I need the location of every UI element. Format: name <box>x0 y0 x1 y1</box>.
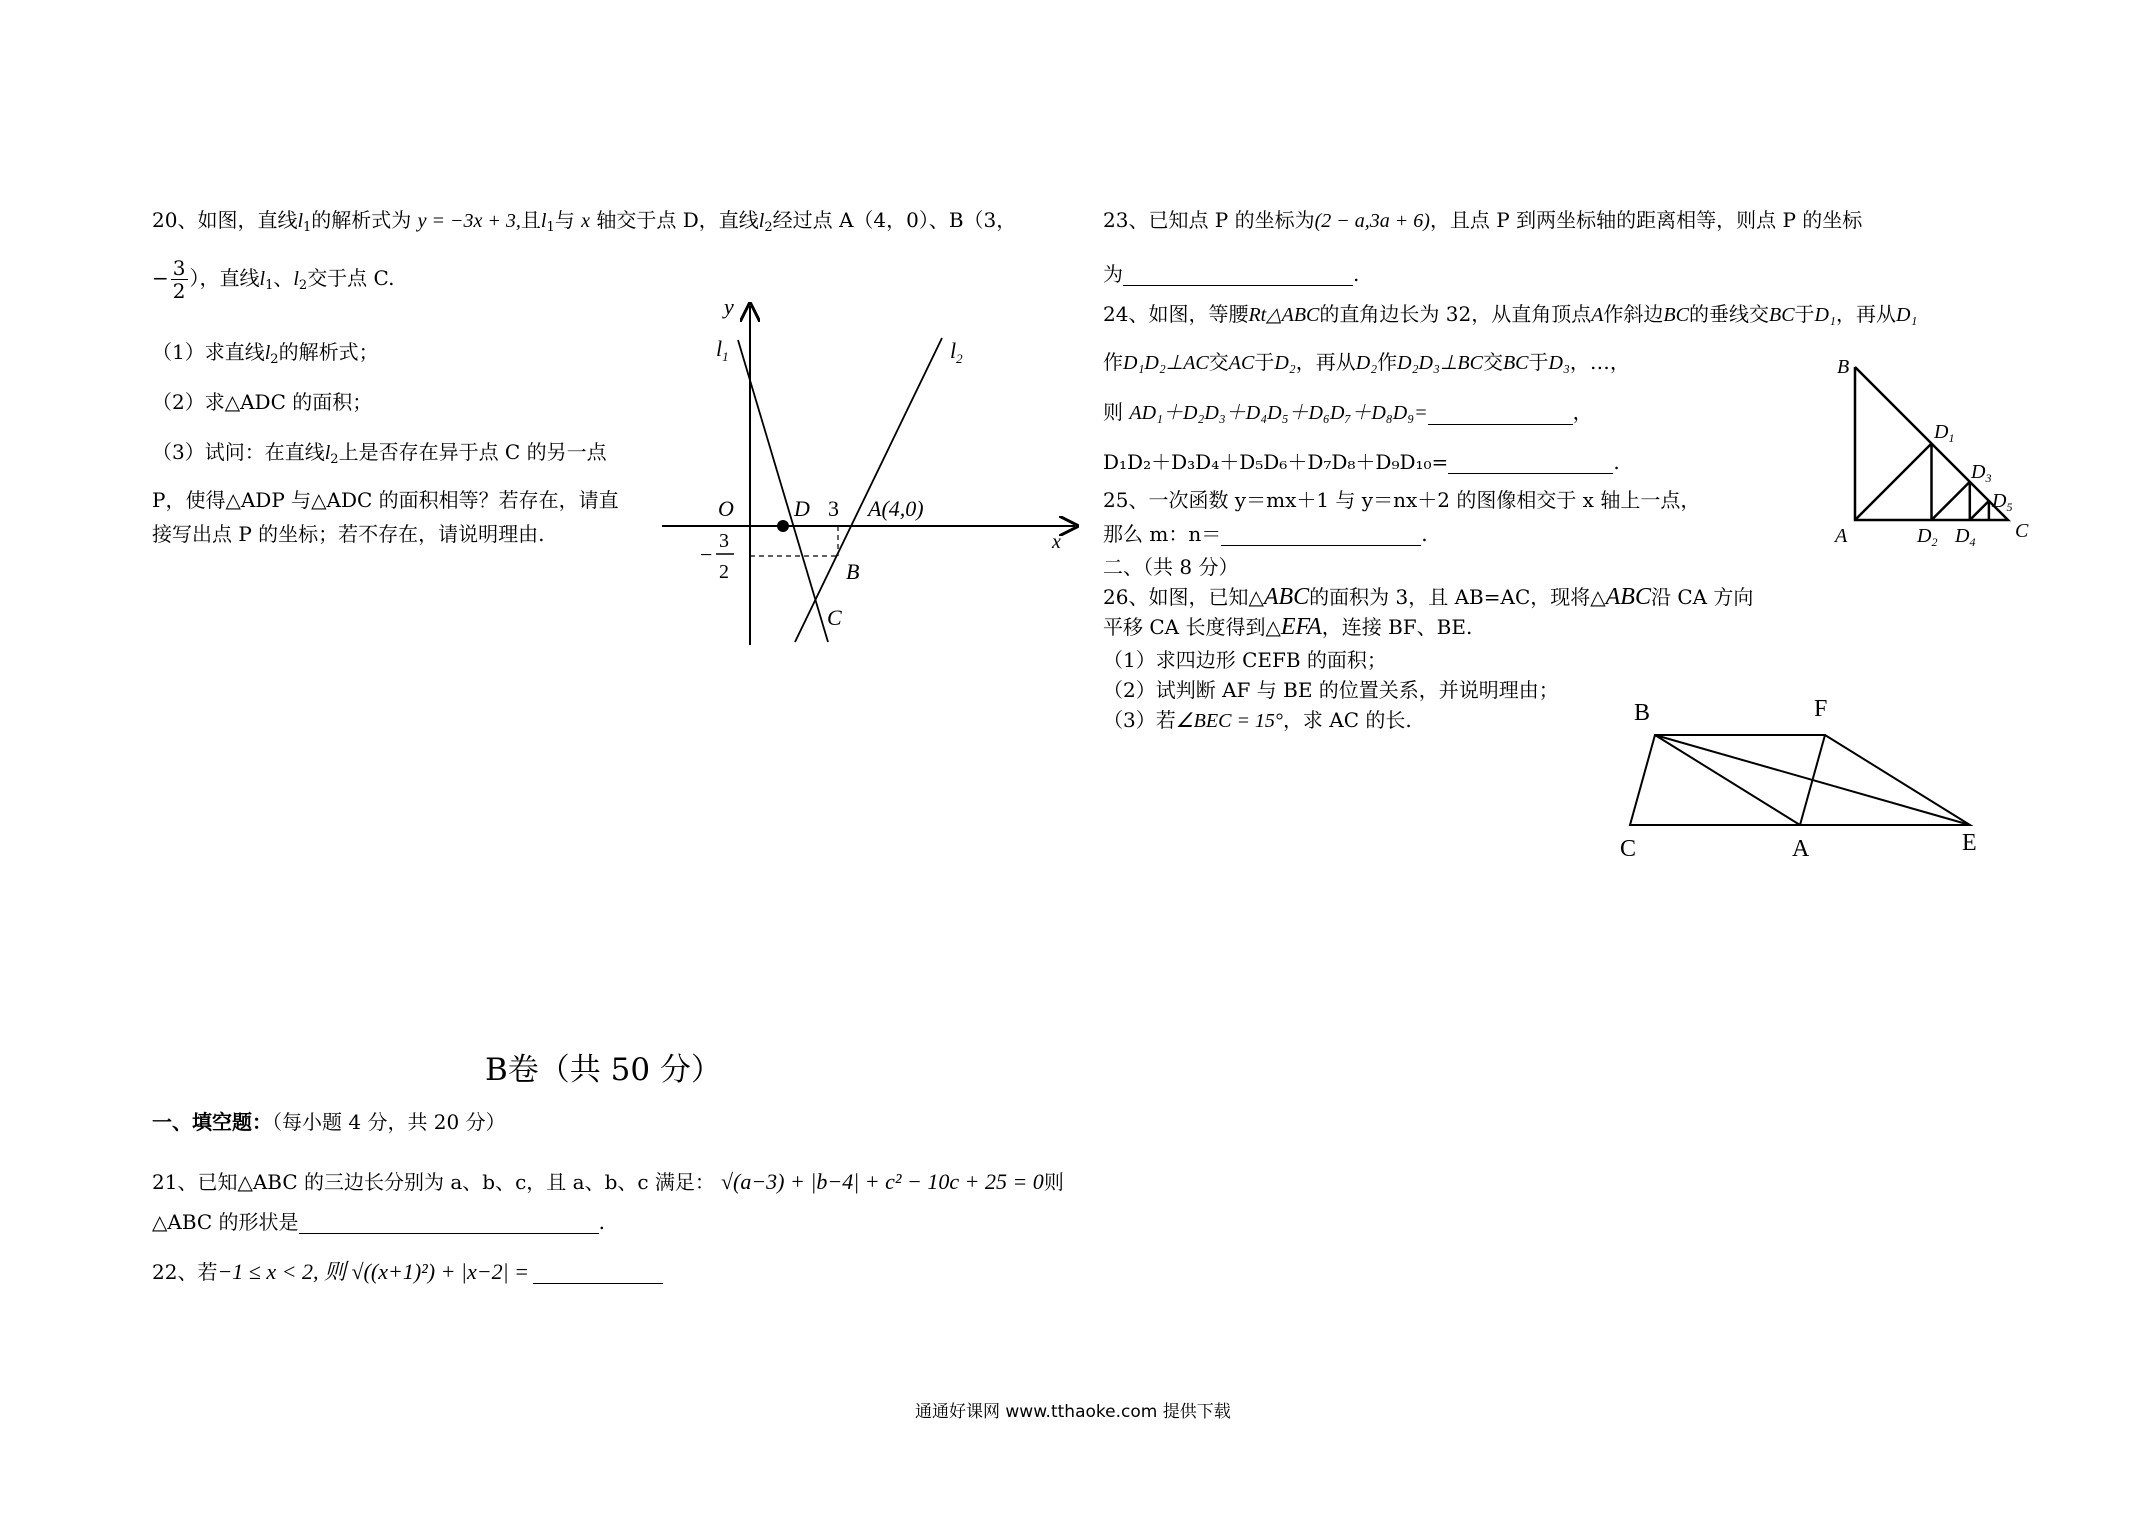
q20-line1: 20、如图，直线$l_1$的解析式为 y = −3x + 3,且$l_1$与 x 轴交于点 D，直线$l_2$经过点 A（4，0）、B（3， <box>152 208 1017 235</box>
q24-triangle-figure <box>1825 355 2040 555</box>
q20-sub3-end: 接写出点 P 的坐标；若不存在，请说明理由. <box>152 522 545 546</box>
q26-sub3: （3）若∠BEC = 15°，求 AC 的长. <box>1103 708 1412 732</box>
fig26-label-e: E <box>1962 830 1977 856</box>
page-footer: 通通好课网 www.tthaoke.com 提供下载 <box>915 1402 1231 1422</box>
q22-formula: −1 ≤ x < 2, 则 √((x+1)²) + |x−2| = <box>217 1259 529 1284</box>
q24-sum1-blank[interactable] <box>1428 404 1573 425</box>
fig24-label-b: B <box>1837 356 1850 378</box>
q21-line1: 21、已知△ABC 的三边长分别为 a、b、c，且 a、b、c 满足： √(a−3) + |b−4| + c² − 10c + 25 = 0则 <box>152 1169 1064 1194</box>
q25-answer-blank[interactable] <box>1221 525 1421 546</box>
fig24-label-d1: $D_1$ <box>1934 421 1955 445</box>
q26-parallelogram-figure <box>1610 690 1990 865</box>
q24-sum1: 则 AD₁＋D₂D₃＋D₄D₅＋D₆D₇＋D₈D₉= ， <box>1103 400 1593 424</box>
q21-line2: △ABC 的形状是 . <box>152 1210 605 1234</box>
q24-line1: 24、如图，等腰Rt△ABC的直角边长为 32，从直角顶点A作斜边BC的垂线交BC于D₁，再从D₁ <box>1103 302 1918 326</box>
segment-d4d5 <box>1970 501 1989 520</box>
q26-line1: 26、如图，已知△ABC的面积为 3，且 AB=AC，现将△ABC沿 CA 方向 <box>1103 584 1754 610</box>
q20-sub3-cont: P，使得△ADP 与△ADC 的面积相等？若存在，请直 <box>152 488 619 512</box>
l1-label: $l_1$ <box>716 336 729 364</box>
neg-fraction-minus: − <box>700 542 713 567</box>
q20-sub3: （3）试问：在直线$l_2$上是否存在异于点 C 的另一点 <box>152 440 607 467</box>
origin-label: O <box>718 496 734 521</box>
fig24-label-c: C <box>2015 520 2029 542</box>
q22-answer-blank[interactable] <box>533 1263 663 1284</box>
segment-fa <box>1800 735 1825 825</box>
part1-heading: 一、填空题：（每小题 4 分，共 20 分） <box>152 1110 506 1134</box>
fig24-label-d4: $D_4$ <box>1955 525 1976 549</box>
segment-d2d3 <box>1932 482 1970 520</box>
point-c-label: C <box>827 605 842 630</box>
segment-ba <box>1655 735 1800 825</box>
fig26-label-b: B <box>1634 700 1651 726</box>
q20-sub1: （1）求直线$l_2$的解析式； <box>152 340 379 367</box>
q25-line2: 那么 m：n＝ . <box>1103 522 1428 546</box>
q26-sub2: （2）试判断 AF 与 BE 的位置关系，并说明理由； <box>1103 678 1559 702</box>
point-a-label: A(4,0) <box>868 496 924 521</box>
fig24-label-d5: $D_5$ <box>1992 490 2013 514</box>
fig24-label-d3: $D_3$ <box>1971 461 1992 485</box>
neg-fraction-num: 3 <box>719 530 729 552</box>
point-b-label: B <box>846 559 860 584</box>
q26-sub1: （1）求四边形 CEFB 的面积； <box>1103 648 1387 672</box>
q21-formula: √(a−3) + |b−4| + c² − 10c + 25 = 0 <box>720 1169 1044 1194</box>
x-axis-label: x <box>1052 531 1061 553</box>
q24-line2: 作D₁D₂⊥AC交AC于D₂，再从D₂作D₂D₃⊥BC交BC于D₃，…， <box>1103 350 1630 374</box>
q23-line2: 为 . <box>1103 262 1360 286</box>
neg-fraction-den: 2 <box>719 561 729 583</box>
q23-line1: 23、已知点 P 的坐标为(2 − a,3a + 6)，且点 P 到两坐标轴的距离相等，则点 P 的坐标 <box>1103 208 1863 232</box>
fraction-three-halves: $\frac{3}{2}$ <box>172 256 186 303</box>
fig26-label-c: C <box>1620 836 1637 862</box>
q25-line1: 25、一次函数 y＝mx＋1 与 y＝nx＋2 的图像相交于 x 轴上一点， <box>1103 488 1701 512</box>
l2-label: $l_2$ <box>950 338 963 366</box>
point-d-label: D <box>794 496 810 521</box>
q20-line2: − $\frac{3}{2}$ ），直线$l_1$、$l_2$交于点 C. <box>152 256 395 303</box>
line-l2 <box>795 338 942 642</box>
tick-3-label: 3 <box>828 496 839 521</box>
fig26-label-f: F <box>1814 696 1828 722</box>
section-b-title: B卷（共 50 分） <box>485 1052 722 1088</box>
fig24-label-d2: $D_2$ <box>1917 525 1938 549</box>
part2-heading: 二、（共 8 分） <box>1103 555 1239 579</box>
segment-ad1 <box>1855 444 1932 521</box>
q26-line2: 平移 CA 长度得到△EFA，连接 BF、BE. <box>1103 614 1473 640</box>
y-axis-label: y <box>724 294 734 319</box>
q24-sum2: D₁D₂＋D₃D₄＋D₅D₆＋D₇D₈＋D₉D₁₀= . <box>1103 450 1620 474</box>
line-l1 <box>738 340 828 642</box>
fig26-label-a: A <box>1792 836 1810 862</box>
q22-line: 22、若−1 ≤ x < 2, 则 √((x+1)²) + |x−2| = <box>152 1260 663 1284</box>
q23-answer-blank[interactable] <box>1123 265 1353 286</box>
q24-sum2-blank[interactable] <box>1448 453 1613 474</box>
q20-coordinate-graph <box>650 290 1090 660</box>
quad-cefb <box>1630 735 1970 825</box>
fig24-label-a: A <box>1835 525 1848 547</box>
q20-sub2: （2）求△ADC 的面积； <box>152 390 373 414</box>
q21-answer-blank[interactable] <box>299 1213 599 1234</box>
point-d-dot <box>777 520 789 532</box>
